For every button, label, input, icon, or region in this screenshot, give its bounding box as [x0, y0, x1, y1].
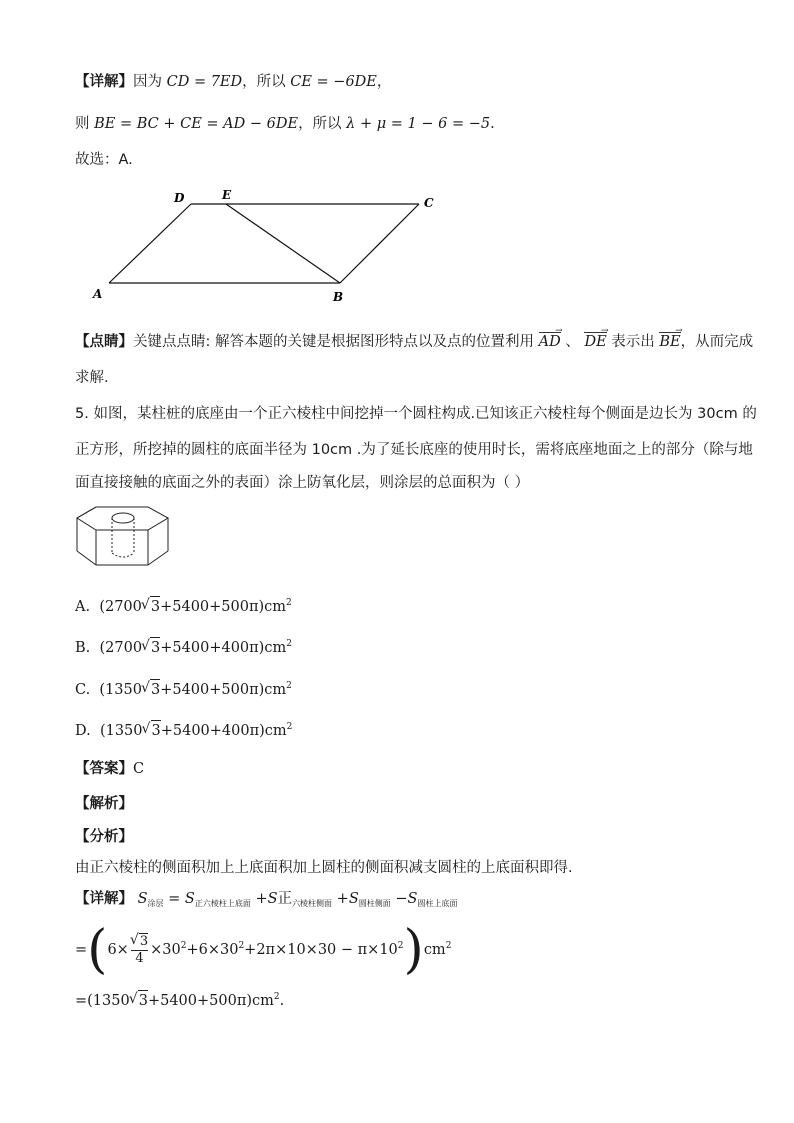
answer-value: C [133, 761, 145, 777]
label-b: B [333, 290, 344, 304]
detail-tag: 【详解】 [75, 74, 133, 90]
vector-de: DE → [584, 332, 606, 352]
detail2-final: =(1350√ $3+5400+500\pi)cm^2$. [75, 987, 284, 1011]
detail-line-2: 则 BE = BC + CE = AD − 6DE，所以 λ + μ = 1 − 6 = −5. [75, 116, 495, 132]
vector-ad: AD → [539, 332, 561, 352]
option-d[interactable]: D. (1350√ $3+5400+400\pi)cm^2$ [75, 717, 292, 741]
vector-equation-2: CE = −6DE [290, 74, 377, 90]
option-b[interactable]: B. (2700√ $3+5400+400\pi)cm^2$ [75, 634, 292, 658]
point-line-2: 求解. [75, 370, 109, 386]
vector-be: BE → [659, 332, 680, 352]
fenxi-text: 由正六棱柱的侧面积加上上底面积加上圆柱的侧面积减支圆柱的上底面积即得. [75, 860, 573, 876]
choice-line: 故选：A. [75, 152, 133, 168]
question-5-line-1: 5. 如图，某柱桩的底座由一个正六棱柱中间挖掉一个圆柱构成.已知该正六棱柱每个侧面是边长为 30cm 的 [75, 406, 757, 422]
vector-equation-1: CD = 7ED [166, 74, 243, 90]
option-c[interactable]: C. (1350√ $3+5400+500\pi)cm^2$ [75, 676, 292, 700]
detail2-line-1: 【详解】 $S_{涂层} = S_{正六棱柱上底面} +S$正$_{六棱柱侧面} +S_{圆柱侧面} -S_{圆柱上底面}$ [75, 891, 458, 908]
label-c: C [424, 196, 434, 210]
question-5-line-3: 面直接接触的底面之外的表面）涂上防氧化层，则涂层的总面积为（ ） [75, 475, 530, 491]
detail-line-1: 【详解】因为 CD = 7ED，所以 CE = −6DE， [75, 74, 392, 90]
vector-equation-3: BE = BC + CE = AD − 6DE [94, 116, 299, 132]
parallelogram-figure [88, 185, 448, 310]
fenxi-tag: 【分析】 [75, 829, 133, 845]
label-d: D [174, 191, 185, 205]
hexagonal-prism-figure [74, 503, 172, 575]
lambda-mu-result: λ + μ = 1 − 6 = −5 [346, 116, 491, 132]
label-a: A [93, 287, 103, 301]
edge-da [109, 204, 191, 283]
option-a[interactable]: A. (2700√ $3+5400+500\pi)cm^2$ [75, 593, 292, 617]
point-line-1: 【点睛】关键点点睛: 解答本题的关键是根据图形特点以及点的位置利用 AD → 、 DE → 表示出 BE →，从而完成 [75, 332, 753, 352]
question-5-line-2: 正方形，所挖掉的圆柱的底面半径为 10cm .为了延长底座的使用时长，需将底座地面之上的部分（除与地 [75, 442, 753, 458]
detail2-formula: =(6× √ $\frac{3}{4}$ $\times 30^2+6\times 30^2+2\pi\times 10\times 30 - \pi\times 10^2)cm^2$ [75, 918, 451, 974]
edge-eb [226, 204, 340, 283]
analysis-tag: 【解析】 [75, 796, 133, 812]
edge-bc [340, 204, 419, 283]
answer-line: 【答案】C [75, 761, 145, 777]
label-e: E [222, 188, 232, 202]
